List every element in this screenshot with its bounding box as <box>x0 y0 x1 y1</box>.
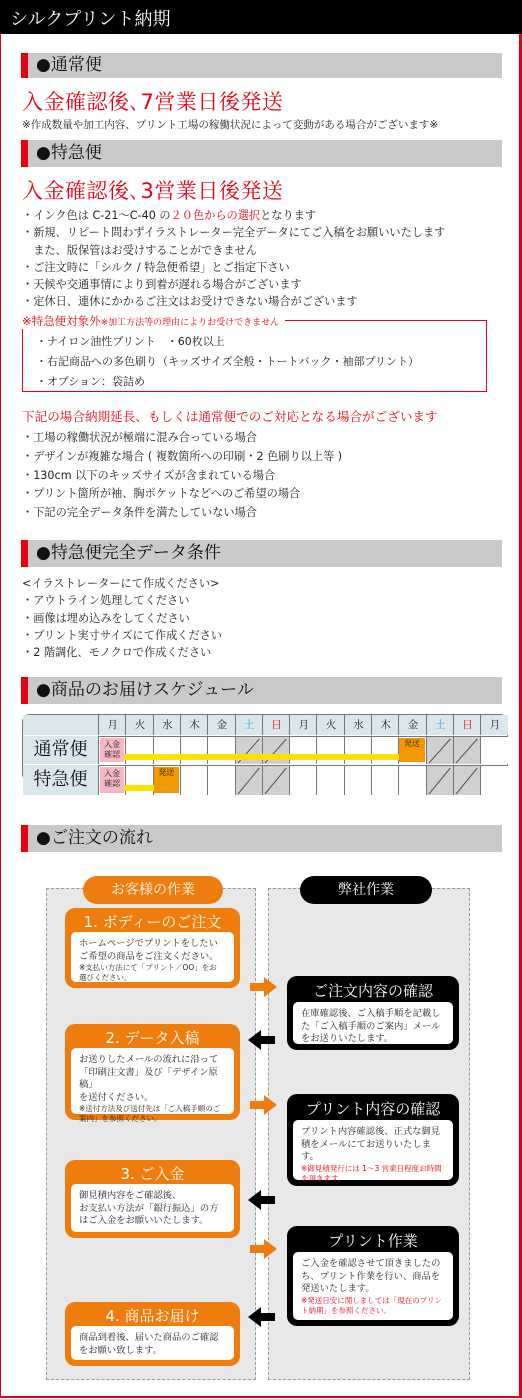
row-label-normal: 通常便 <box>23 736 98 764</box>
step-body: 御見積内容をご確認後、 お支払い方法が「銀行振込」の方 はご入金をお願いいたします。 <box>71 1184 234 1232</box>
schedule-day-header: 水 <box>344 715 372 735</box>
step-body: 在庫確認後、ご入稿手順を記載し た「ご入稿手順のご案内」メール をお送りいたします。 <box>293 1002 453 1044</box>
left-arrow-icon <box>248 1190 275 1210</box>
schedule-day-header: 木 <box>180 715 208 735</box>
normal-lead: 入金確認後､7営業日後発送 <box>22 90 284 114</box>
schedule-day-header: 水 <box>153 715 181 735</box>
exclusion-title: ※特急便対象外※加工方法等の理由によりお受けできません <box>22 313 285 329</box>
step-title: プリント内容の確認 <box>305 1100 441 1118</box>
step-body: お送りしたメールの流れに沿って 「印刷注文書」及び「デザイン原稿」 を送付ください。 ※送付方法及び送付先は「ご入稿手順のご 案内」を参照ください。 <box>71 1048 234 1114</box>
ship-marker: 発送 <box>154 767 179 793</box>
schedule-day-header: 金 <box>398 715 426 735</box>
customer-header: お客様の作業 <box>83 876 223 904</box>
schedule-day-header: 土 <box>426 715 454 735</box>
row-label-express: 特急便 <box>23 765 98 795</box>
section-data-conditions: ●特急便完全データ条件 <box>21 540 502 567</box>
step-body: ご入金を確認させて頂きましたの ち、プリント作業を行い、商品を 発送いたします。 ※発送日安に関しましては「現在のプリン ト納期」を参照ください。 <box>293 1252 453 1320</box>
list-item: また、版保管はお受けすることができません <box>22 243 257 257</box>
section-schedule: ●商品のお届けスケジュール <box>21 677 502 704</box>
step-title: 4. 商品お届け <box>105 1307 200 1325</box>
list-item: ・インク色は C-21～C-40 の２０色からの選択となります <box>22 209 317 222</box>
list-item: ・画像は埋め込みをしてください <box>22 611 190 625</box>
list-item: ・プリント実寸サイズにて作成ください <box>22 628 223 642</box>
step-title: 2. データ入稿 <box>105 1029 200 1047</box>
list-item: ・アウトライン処理してください <box>22 594 190 608</box>
schedule-day-header: 木 <box>371 715 399 735</box>
normal-note: ※作成数量や加工内容、プリント工場の稼働状況によって変動がある場合がございます※ <box>22 119 439 131</box>
company-header: 弊社作業 <box>300 876 432 904</box>
schedule-day-header: 月 <box>289 715 317 735</box>
list-item: ・ご注文時に「シルク / 特急便希望」とご指定下さい <box>22 260 290 274</box>
list-item: ・定休日、連休にかかるご注文はお受けできない場合がございます <box>22 295 358 309</box>
list-item: ・天候や交通事情により到着が遅れる場合がございます <box>22 278 302 292</box>
schedule-day-header: 火 <box>125 715 153 735</box>
payment-confirmed-marker: 入金 確認 <box>100 738 124 762</box>
list-item: ・下記の完全データ条件を満たしていない場合 <box>22 506 257 520</box>
schedule-day-header: 日 <box>453 715 481 735</box>
step-body: プリント内容確認後、正式な御見 積をメールにてお送りいたしま す。 ※御見積発行には 1～3 営業日程度お時間 を頂きます。 <box>293 1120 453 1180</box>
list-item: ・新規、リピート問わずイラストレーター完全データにてご入稿をお願いいたします <box>22 226 446 240</box>
schedule-day-header: 土 <box>235 715 263 735</box>
schedule-day-header: 火 <box>316 715 344 735</box>
right-arrow-icon <box>250 1239 277 1259</box>
list-item: ・デザインが複雑な場合 ( 複数箇所への印刷・2 色刷り以上等 ) <box>22 449 343 463</box>
list-item: ・右記商品への多色刷り（キッズサイズ全般・トートバック・袖部プリント） <box>36 355 420 368</box>
step-title: 1. ボディーのご注文 <box>83 913 222 931</box>
section-flow: ●ご注文の流れ <box>21 825 502 852</box>
delay-title: 下記の場合納期延長、もしくは通常便でのご対応となる場合がございます <box>22 409 438 424</box>
page-title: シルクプリント納期 <box>10 9 171 30</box>
step-body: 商品到着後、届いた商品のご確認 をお願い致します。 <box>71 1326 234 1360</box>
schedule-day-header: 日 <box>262 715 290 735</box>
ship-marker: 発送 <box>399 738 424 762</box>
left-arrow-icon <box>248 1307 275 1327</box>
left-arrow-icon <box>248 1030 275 1050</box>
step-title: ご注文内容の確認 <box>312 982 433 1000</box>
step-title: 3. ご入金 <box>120 1165 185 1183</box>
step-body: ホームページでプリントをしたい ご希望の商品をご注文ください。 ※支払い方法にて「プリント／OO」をお 選びください。 <box>71 932 234 982</box>
step-title: プリント作業 <box>328 1232 418 1250</box>
schedule-day-header: 月 <box>98 715 126 735</box>
express-lead: 入金確認後､3営業日後発送 <box>22 179 284 203</box>
section-normal: ●通常便 <box>21 53 502 78</box>
list-item: ・オプション：袋詰め <box>36 375 146 388</box>
payment-confirmed-marker: 入金 確認 <box>100 767 124 793</box>
list-item: ・プリント箇所が袖、胸ポケットなどへのご希望の場合 <box>22 487 301 501</box>
schedule-day-header: 金 <box>207 715 235 735</box>
list-item: ・ナイロン油性プリント ・60枚以上 <box>36 335 225 348</box>
schedule-day-header: 月 <box>480 715 508 735</box>
right-arrow-icon <box>250 1095 277 1115</box>
list-item: ・2 階調化、モノクロで作成ください <box>22 646 212 660</box>
section-express: ●特急便 <box>21 140 502 167</box>
list-item: ・工場の稼働状況が極端に混み合っている場合 <box>22 431 257 444</box>
list-item: <イラストレーターにて作成ください> <box>22 577 220 590</box>
right-arrow-icon <box>250 977 277 997</box>
list-item: ・130cm 以下のキッズサイズが含まれている場合 <box>22 468 276 482</box>
